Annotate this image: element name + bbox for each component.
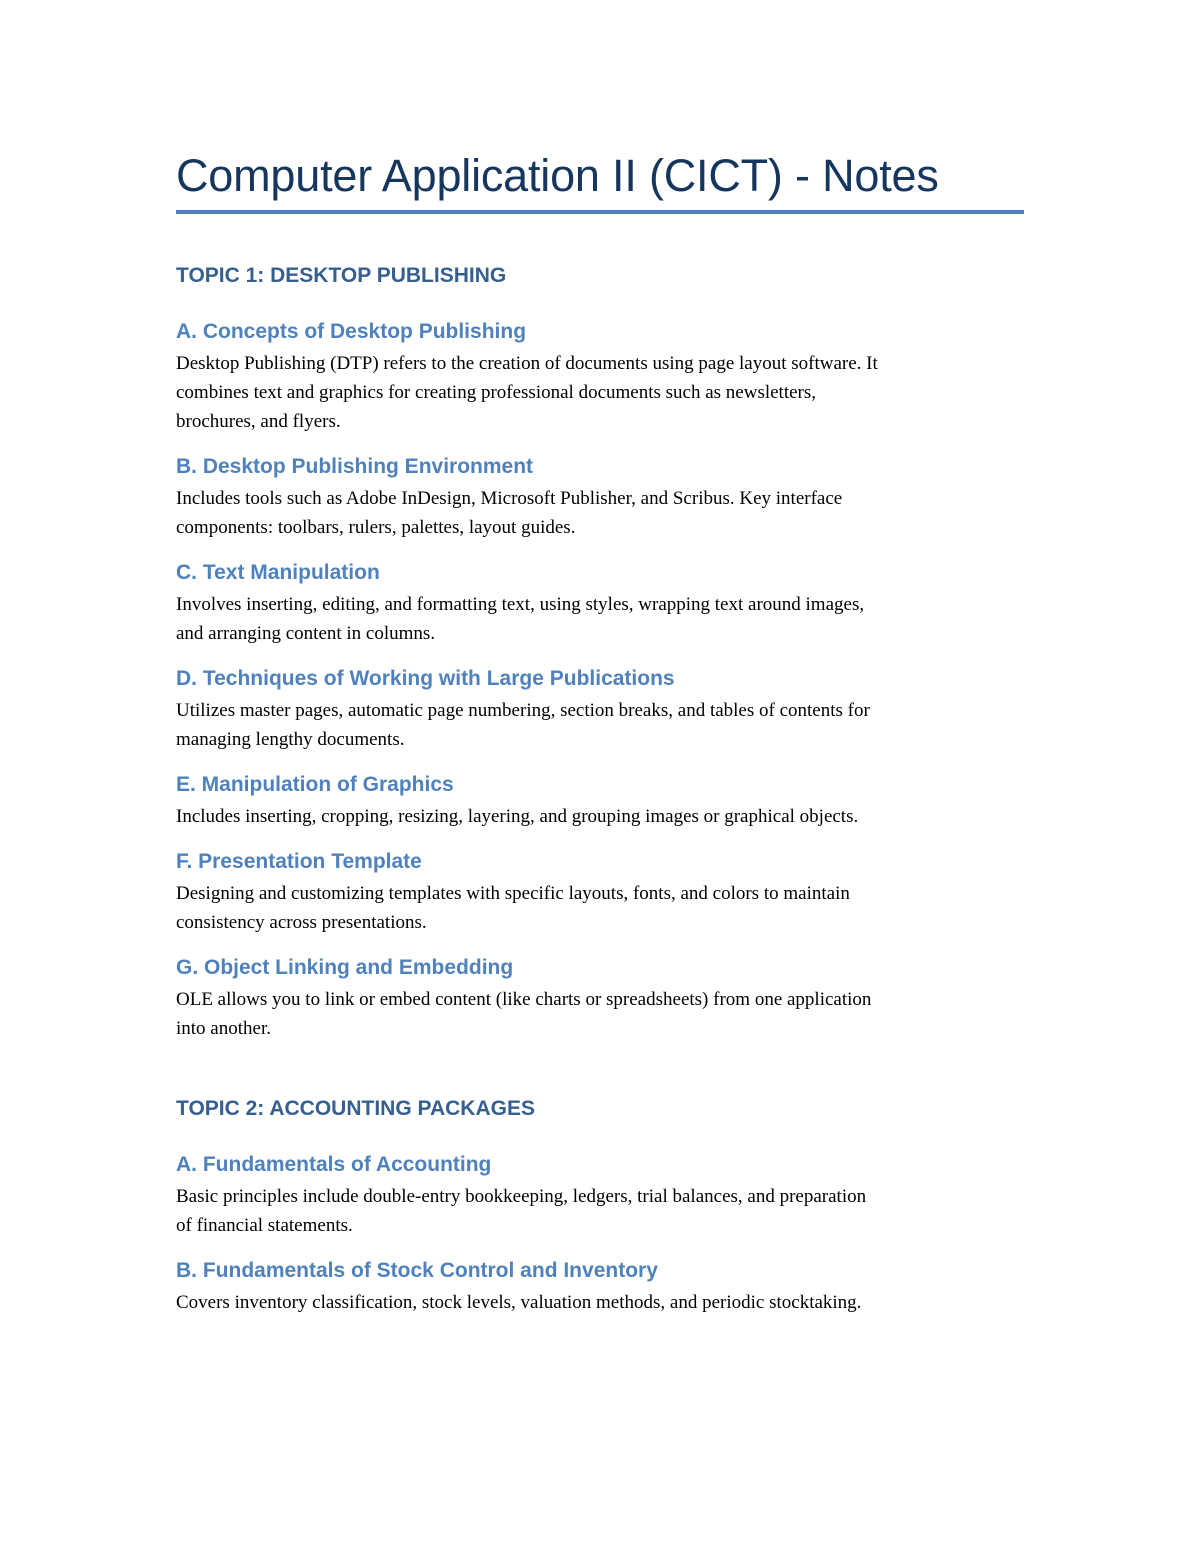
section-large-publications <box>176 665 1024 754</box>
body-line: and arranging content in columns. <box>176 623 436 644</box>
section-heading: A. Concepts of Desktop Publishing <box>176 320 527 343</box>
topic-heading: TOPIC 2: ACCOUNTING PACKAGES <box>176 1097 535 1120</box>
section-body <box>176 349 1024 436</box>
body-line: Includes inserting, cropping, resizing, layering, and grouping images or graphical objects. <box>176 806 859 827</box>
body-line: into another. <box>176 1018 271 1039</box>
title-underline-rule <box>176 210 1024 214</box>
body-line: Utilizes master pages, automatic page numbering, section breaks, and tables of contents for <box>176 700 870 721</box>
section-heading: B. Fundamentals of Stock Control and Inventory <box>176 1259 658 1282</box>
section-body <box>176 802 1024 831</box>
section-dtp-environment <box>176 453 1024 542</box>
section-heading: D. Techniques of Working with Large Publications <box>176 667 675 690</box>
body-line: Includes tools such as Adobe InDesign, Microsoft Publisher, and Scribus. Key interface <box>176 488 843 509</box>
section-heading: B. Desktop Publishing Environment <box>176 455 534 478</box>
body-line: combines text and graphics for creating professional documents such as newsletters, <box>176 382 817 403</box>
section-heading: A. Fundamentals of Accounting <box>176 1153 492 1176</box>
body-line: Desktop Publishing (DTP) refers to the creation of documents using page layout software. It <box>176 353 878 374</box>
body-line: Designing and customizing templates with specific layouts, fonts, and colors to maintain <box>176 883 850 904</box>
body-line: brochures, and flyers. <box>176 411 341 432</box>
section-text-manipulation <box>176 559 1024 648</box>
section-stock-control-inventory <box>176 1257 1024 1317</box>
section-fundamentals-of-accounting <box>176 1151 1024 1240</box>
section-presentation-template <box>176 848 1024 937</box>
section-heading: C. Text Manipulation <box>176 561 380 584</box>
section-body <box>176 1182 1024 1240</box>
section-body <box>176 1288 1024 1317</box>
section-heading: G. Object Linking and Embedding <box>176 956 514 979</box>
section-body <box>176 985 1024 1043</box>
section-body <box>176 879 1024 937</box>
section-concepts-of-dtp <box>176 318 1024 436</box>
topic-accounting-packages <box>176 1095 1024 1317</box>
body-line: Covers inventory classification, stock levels, valuation methods, and periodic stocktaking. <box>176 1292 862 1313</box>
section-heading: E. Manipulation of Graphics <box>176 773 454 796</box>
body-line: consistency across presentations. <box>176 912 427 933</box>
section-ole <box>176 954 1024 1043</box>
body-line: managing lengthy documents. <box>176 729 405 750</box>
topic-desktop-publishing <box>176 262 1024 1043</box>
section-body <box>176 590 1024 648</box>
body-line: Involves inserting, editing, and formatting text, using styles, wrapping text around images, <box>176 594 865 615</box>
body-line: components: toolbars, rulers, palettes, layout guides. <box>176 517 576 538</box>
section-body <box>176 696 1024 754</box>
section-manipulation-of-graphics <box>176 771 1024 831</box>
document-title: Computer Application II (CICT) - Notes <box>176 150 939 201</box>
body-line: OLE allows you to link or embed content (like charts or spreadsheets) from one application <box>176 989 872 1010</box>
topic-heading: TOPIC 1: DESKTOP PUBLISHING <box>176 264 507 287</box>
document-page <box>176 148 1024 1317</box>
section-body <box>176 484 1024 542</box>
body-line: Basic principles include double-entry bookkeeping, ledgers, trial balances, and preparation <box>176 1186 867 1207</box>
body-line: of financial statements. <box>176 1215 353 1236</box>
section-heading: F. Presentation Template <box>176 850 422 873</box>
